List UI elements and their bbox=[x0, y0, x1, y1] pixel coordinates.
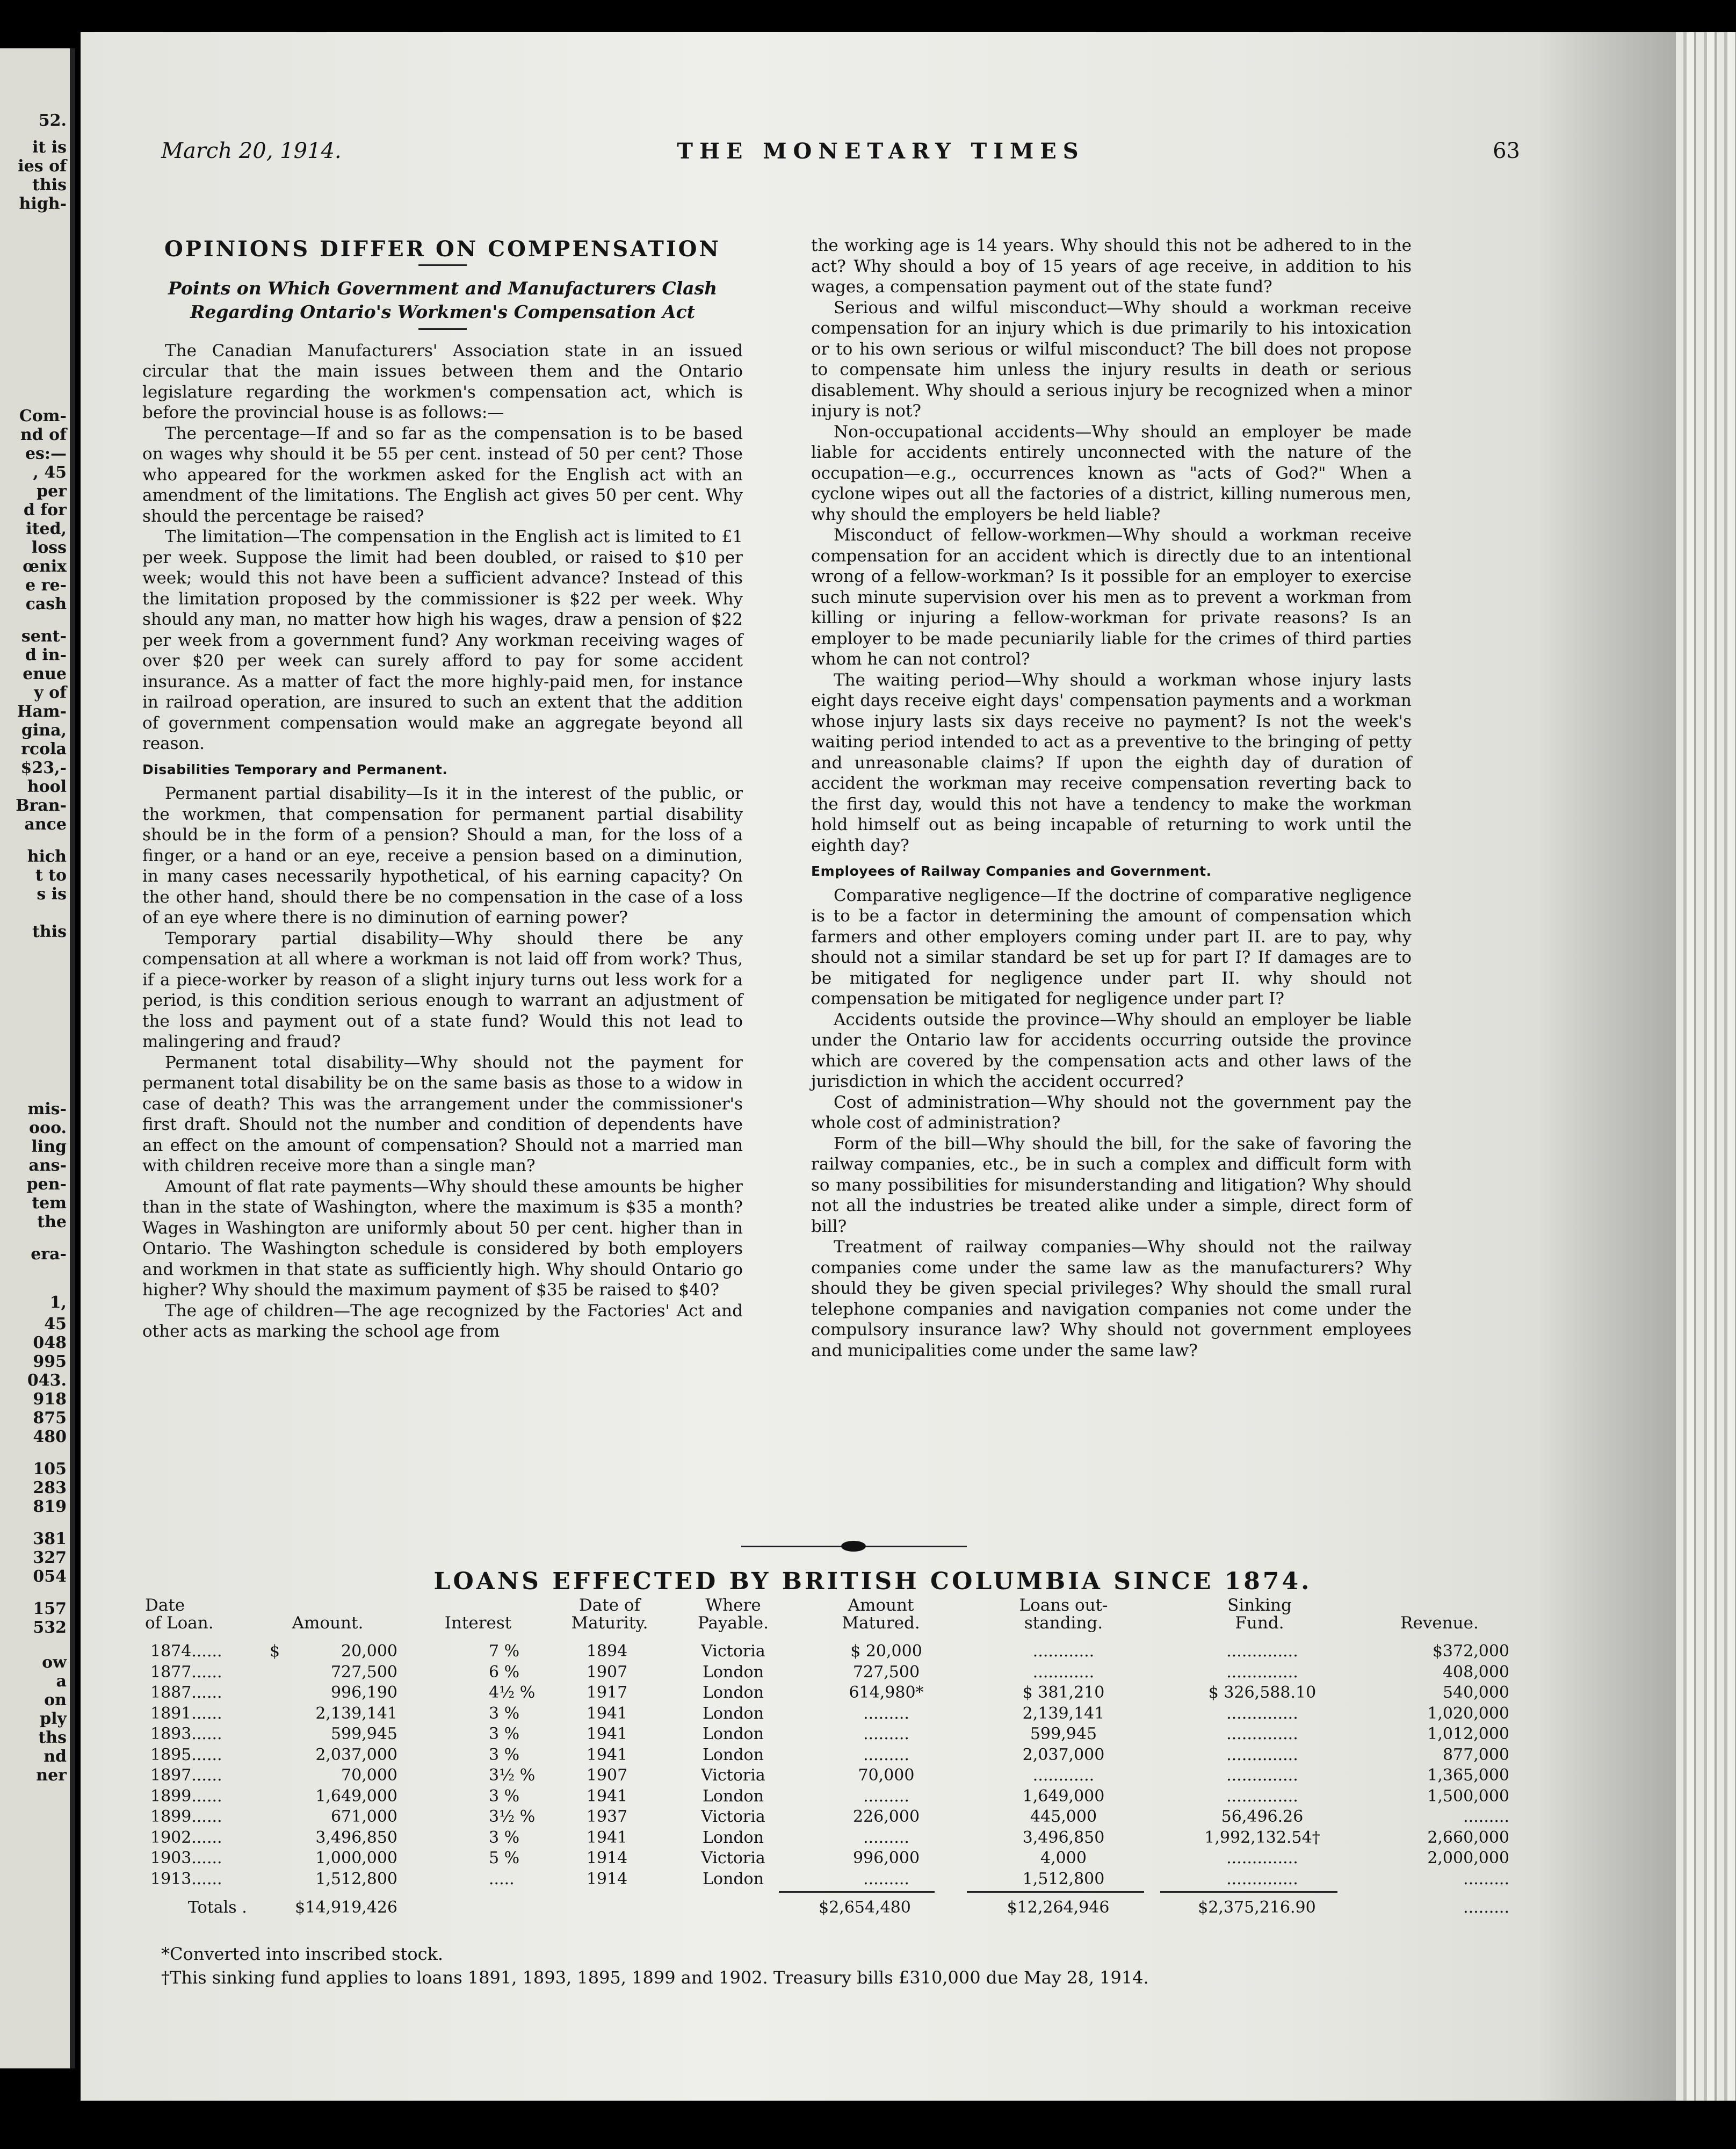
cell-where-payable: Victoria bbox=[701, 1807, 765, 1826]
cell-loans-outstanding: 445,000 bbox=[1030, 1807, 1097, 1826]
cell-loans-outstanding: 2,037,000 bbox=[1022, 1745, 1105, 1764]
table-header-date: of Loan. bbox=[145, 1613, 214, 1633]
cell-sinking-fund: .............. bbox=[1226, 1642, 1298, 1661]
paragraph: The limitation—The compensation in the English act is limited to £1 per week. Suppose the limit had been doubled, or raised to $10 per week; would this not have been a sufficient advance? Instead of this the limitation proposed by the commissioner is $22 per week. Why should any man, no matter how high his wages, draw a pension of $22 per week from a government fund? Any workman receiving wages of over $20 per week can surely afford to pay for some accident insurance. As a matter of fact the more highly-paid men, for instance in railroad operation, are insured to such an extent that the addition of government compensation would make an aggregate beyond all reason. bbox=[142, 527, 743, 753]
paragraph: The waiting period—Why should a workman whose injury lasts eight days receive eight days' compensation payments and a workman whose injury lasts six days receive no payment? Is not the week's waiting period intended to act as a preventive to the bringing of petty and unreasonable claims? If upon the eighth day of duration of accident the workman may receive compensation reverting back to the first day, would this not have a tendency to make the workman hold himself out as being incapable of returning to work until the eighth day? bbox=[811, 670, 1412, 855]
ornamental-divider bbox=[741, 1541, 967, 1552]
margin-fragment: 52. bbox=[38, 111, 67, 130]
margin-fragment: loss bbox=[31, 538, 67, 557]
cell-interest: 6 % bbox=[489, 1662, 520, 1682]
footnote: *Converted into inscribed stock. bbox=[161, 1944, 444, 1964]
cell-interest: 3 % bbox=[489, 1828, 520, 1847]
paragraph: Permanent partial disability—Is it in the interest of the public, or the workmen, that compensation for permanent partial disability should be in the form of a pension? Should a man, for the loss of a finger, or a hand or an eye, receive a pension based on a diminution, in many cases necessarily hypothetical, of his earning capacity? On the other hand, should there be no compensation in the case of a loss of an eye where there is no diminution of earning power? bbox=[142, 784, 743, 927]
cell-sinking-fund: .............. bbox=[1226, 1662, 1298, 1682]
article-column-left bbox=[142, 236, 743, 1342]
paragraph: Accidents outside the province—Why should an employer be liable under the Ontario law for accidents occurring outside the province which are covered by the compensation acts and other laws of the jurisdiction in which the accident occurred? bbox=[811, 1009, 1412, 1091]
totals-rule bbox=[1160, 1891, 1337, 1893]
margin-fragment: ner bbox=[36, 1766, 67, 1785]
cell-amount: 3,496,850 bbox=[315, 1828, 397, 1847]
cell-year: 1874...... bbox=[150, 1642, 222, 1661]
paragraph: Temporary partial disability—Why should there be any compensation at all where a workman is not laid off from work? Thus, if a piece-worker by reason of a slight injury turns out less work for a period, is this condition serious enough to warrant an adjustment of the loss and payment out of a state fund? Would this not lead to malingering and fraud? bbox=[142, 928, 743, 1051]
cell-amount-matured: $ 20,000 bbox=[850, 1642, 922, 1661]
cell-year: 1902...... bbox=[150, 1828, 222, 1847]
cell-amount: 599,945 bbox=[330, 1725, 397, 1743]
cell-loans-outstanding: $ 381,210 bbox=[1022, 1683, 1105, 1702]
cell-revenue: 1,365,000 bbox=[1427, 1766, 1509, 1785]
paragraph: Non-occupational accidents—Why should an employer be made liable for accidents entirely unconnected with the nature of the occupation—e.g., occurrences known as "acts of God?" When a cyclone wipes out all the factories of a district, killing numerous men, why should the employers be held liable? bbox=[811, 422, 1412, 524]
table-header-outstanding: standing. bbox=[1024, 1613, 1103, 1633]
cell-sinking-fund: .............. bbox=[1226, 1786, 1298, 1806]
margin-fragment: this bbox=[32, 922, 67, 941]
margin-fragment: this bbox=[32, 176, 67, 194]
cell-amount-matured: ......... bbox=[863, 1828, 909, 1847]
cell-amount-matured: 226,000 bbox=[852, 1807, 920, 1826]
margin-fragment: mis- bbox=[27, 1100, 67, 1119]
header-publication-title: THE MONETARY TIMES bbox=[677, 139, 1085, 164]
cell-year: 1897...... bbox=[150, 1766, 222, 1785]
totals-loans-outstanding: $12,264,946 bbox=[1007, 1898, 1110, 1917]
margin-fragment: hich bbox=[27, 847, 67, 866]
header-page-number: 63 bbox=[1493, 139, 1520, 163]
cell-sinking-fund: .............. bbox=[1226, 1849, 1298, 1867]
cell-where-payable: London bbox=[703, 1662, 764, 1682]
cell-maturity: 1907 bbox=[586, 1662, 628, 1682]
cell-amount-matured: 727,500 bbox=[852, 1662, 920, 1682]
cell-amount: 1,649,000 bbox=[315, 1786, 397, 1806]
margin-fragment: , 45 bbox=[33, 463, 67, 482]
cell-amount: 727,500 bbox=[330, 1662, 397, 1682]
cell-loans-outstanding: 3,496,850 bbox=[1022, 1828, 1105, 1847]
table-header-interest: Interest bbox=[444, 1613, 512, 1633]
cell-maturity: 1914 bbox=[586, 1849, 628, 1867]
margin-fragment: nd bbox=[44, 1747, 67, 1766]
cell-interest: 5 % bbox=[489, 1849, 520, 1867]
margin-fragment: d in- bbox=[25, 646, 67, 665]
cell-maturity: 1941 bbox=[586, 1786, 628, 1806]
cell-interest: 3½ % bbox=[489, 1807, 536, 1826]
cell-amount: 671,000 bbox=[330, 1807, 397, 1826]
article-subtitle-line-1: Points on Which Government and Manufacturers Clash bbox=[168, 277, 718, 299]
cell-amount: 996,190 bbox=[330, 1683, 397, 1702]
margin-fragment: gina, bbox=[21, 721, 67, 740]
margin-fragment: s is bbox=[37, 885, 67, 904]
cell-maturity: 1917 bbox=[586, 1683, 628, 1702]
cell-revenue: ......... bbox=[1463, 1869, 1509, 1888]
cell-interest: 3½ % bbox=[489, 1766, 536, 1785]
margin-fragment: y of bbox=[34, 683, 67, 702]
cell-revenue: 540,000 bbox=[1442, 1683, 1509, 1702]
margin-fragment: 283 bbox=[33, 1479, 67, 1497]
cell-loans-outstanding: 599,945 bbox=[1030, 1725, 1097, 1743]
margin-fragment: ited, bbox=[26, 520, 67, 538]
cell-loans-outstanding: 2,139,141 bbox=[1022, 1704, 1105, 1723]
cell-interest: 3 % bbox=[489, 1704, 520, 1723]
margin-fragment: 327 bbox=[33, 1548, 67, 1567]
table-header-maturity: Maturity. bbox=[571, 1613, 648, 1633]
margin-fragment: Com- bbox=[19, 407, 67, 426]
margin-fragment: ans- bbox=[28, 1156, 67, 1175]
article-subtitle-line-2: Regarding Ontario's Workmen's Compensation Act bbox=[190, 301, 696, 322]
margin-fragment: 819 bbox=[33, 1497, 67, 1516]
table-header-amount: Amount. bbox=[292, 1613, 364, 1633]
margin-fragment: t to bbox=[35, 866, 67, 885]
cell-interest: 4½ % bbox=[489, 1683, 536, 1702]
margin-fragment: 918 bbox=[33, 1390, 67, 1409]
margin-fragment: Bran- bbox=[16, 796, 67, 815]
cell-where-payable: London bbox=[703, 1828, 764, 1847]
margin-fragment: ply bbox=[40, 1710, 67, 1728]
paragraph: the working age is 14 years. Why should this not be adhered to in the act? Why should a boy of 15 years of age receive, in addition to his wages, a compensation payment out of the state fund? bbox=[811, 236, 1412, 297]
cell-revenue: 1,012,000 bbox=[1427, 1725, 1509, 1743]
cell-revenue: 877,000 bbox=[1442, 1745, 1509, 1764]
cell-where-payable: Victoria bbox=[701, 1849, 765, 1867]
cell-amount-matured: ......... bbox=[863, 1725, 909, 1743]
section-subhead: Disabilities Temporary and Permanent. bbox=[142, 761, 448, 777]
margin-fragment: ow bbox=[42, 1653, 67, 1672]
cell-loans-outstanding: ............ bbox=[1032, 1766, 1095, 1785]
paragraph: Serious and wilful misconduct—Why should a workman receive compensation for an injury which is due primarily to his intoxication or to his own serious or wilful misconduct? The bill does not propose to compensate him unless the injury results in death or serious disablement. Why should a serious injury be recognized when a minor injury is not? bbox=[811, 298, 1412, 421]
table-header-outstanding: Loans out- bbox=[1019, 1596, 1108, 1615]
totals-rule bbox=[779, 1891, 935, 1893]
cell-amount-matured: 70,000 bbox=[858, 1766, 915, 1785]
margin-fragment: 381 bbox=[33, 1530, 67, 1548]
cell-where-payable: Victoria bbox=[701, 1766, 765, 1785]
margin-fragment: es:— bbox=[25, 444, 67, 463]
cell-sinking-fund: .............. bbox=[1226, 1704, 1298, 1723]
cell-year: 1899...... bbox=[150, 1786, 222, 1806]
table-header-maturity: Date of bbox=[578, 1596, 641, 1615]
margin-fragment: pen- bbox=[26, 1175, 67, 1194]
cell-year: 1899...... bbox=[150, 1807, 222, 1826]
totals-amount-matured: $2,654,480 bbox=[819, 1898, 911, 1917]
cell-sinking-fund: .............. bbox=[1226, 1766, 1298, 1785]
margin-fragment: a bbox=[56, 1672, 67, 1691]
cell-maturity: 1907 bbox=[586, 1766, 628, 1785]
margin-fragment: cash bbox=[25, 595, 67, 614]
article-title: OPINIONS DIFFER ON COMPENSATION bbox=[164, 236, 721, 262]
cell-amount: 70,000 bbox=[341, 1766, 397, 1785]
margin-fragment: ies of bbox=[18, 157, 67, 176]
margin-fragment: 875 bbox=[33, 1409, 67, 1427]
cell-amount-matured: ......... bbox=[863, 1786, 909, 1806]
cell-where-payable: Victoria bbox=[701, 1642, 765, 1661]
margin-fragment: enue bbox=[23, 665, 67, 683]
cell-sinking-fund: 1,992,132.54† bbox=[1204, 1828, 1320, 1847]
page-shadow bbox=[1536, 32, 1676, 2101]
footnote: †This sinking fund applies to loans 1891, 1893, 1895, 1899 and 1902. Treasury bills £310,000 due May 28, 1914. bbox=[161, 1967, 1149, 1988]
cell-maturity: 1914 bbox=[586, 1869, 628, 1888]
cell-sinking-fund: .............. bbox=[1226, 1725, 1298, 1743]
margin-fragment: ths bbox=[38, 1728, 67, 1747]
cell-loans-outstanding: 1,512,800 bbox=[1022, 1869, 1105, 1888]
margin-fragment: e re- bbox=[25, 576, 67, 595]
margin-fragment: 048 bbox=[33, 1333, 67, 1352]
cell-amount-matured: ......... bbox=[863, 1869, 909, 1888]
cell-amount: 1,512,800 bbox=[315, 1869, 397, 1888]
cell-revenue: 1,500,000 bbox=[1427, 1786, 1509, 1806]
cell-where-payable: London bbox=[703, 1869, 764, 1888]
margin-fragment: 043. bbox=[27, 1371, 67, 1390]
header-date: March 20, 1914. bbox=[161, 139, 342, 163]
table-header-where: Payable. bbox=[698, 1613, 769, 1633]
cell-where-payable: London bbox=[703, 1683, 764, 1702]
cell-year: 1903...... bbox=[150, 1849, 222, 1867]
cell-sinking-fund: $ 326,588.10 bbox=[1208, 1683, 1317, 1702]
margin-fragment: on bbox=[44, 1691, 67, 1710]
cell-maturity: 1937 bbox=[586, 1807, 628, 1826]
margin-fragment: 105 bbox=[33, 1460, 67, 1479]
cell-where-payable: London bbox=[703, 1725, 764, 1743]
cell-revenue: 2,000,000 bbox=[1427, 1849, 1509, 1867]
table-header-where: Where bbox=[705, 1596, 761, 1615]
cell-year: 1891...... bbox=[150, 1704, 222, 1723]
cell-year: 1895...... bbox=[150, 1745, 222, 1764]
margin-fragment: d for bbox=[23, 501, 67, 520]
margin-fragment: rcola bbox=[21, 740, 67, 759]
cell-loans-outstanding: ............ bbox=[1032, 1662, 1095, 1682]
paragraph: Comparative negligence—If the doctrine of comparative negligence is to be a factor in determining the amount of compensation which farmers and other employers coming under part II. are to pay, why should not a similar standard be set up for part I? If damages are to be mitigated for negligence under part II. why should not compensation be mitigated for negligence under part I? bbox=[811, 885, 1412, 1008]
margin-fragment: the bbox=[37, 1213, 67, 1231]
table-header-sinking: Sinking bbox=[1227, 1596, 1292, 1615]
margin-fragment: per bbox=[37, 482, 67, 501]
totals-revenue: ......... bbox=[1463, 1898, 1509, 1917]
paragraph: The Canadian Manufacturers' Association state in an issued circular that the main issues between them and the Ontario legislature regarding the workmen's compensation act, which is before the provincial house is as follows:— bbox=[142, 341, 743, 422]
cell-maturity: 1941 bbox=[586, 1704, 628, 1723]
cell-dollar-sign: $ bbox=[270, 1642, 280, 1661]
article-column-right bbox=[811, 235, 1412, 1361]
subtitle-rule bbox=[418, 328, 467, 330]
margin-fragment: 480 bbox=[33, 1427, 67, 1446]
cell-amount-matured: ......... bbox=[863, 1704, 909, 1723]
cell-amount-matured: ......... bbox=[863, 1745, 909, 1764]
cell-revenue: 2,660,000 bbox=[1427, 1828, 1509, 1847]
cell-amount: 2,037,000 bbox=[315, 1745, 397, 1764]
cell-amount: 1,000,000 bbox=[315, 1849, 397, 1867]
cell-loans-outstanding: 1,649,000 bbox=[1022, 1786, 1105, 1806]
margin-fragment: tem bbox=[32, 1194, 67, 1213]
margin-fragment: hool bbox=[27, 777, 67, 796]
paragraph: The percentage—If and so far as the compensation is to be based on wages why should it be 55 per cent. instead of 50 per cent? Those who appeared for the workmen asked for the English act with an amendment of the limitations. The English act gives 50 per cent. Why should the percentage be raised? bbox=[142, 423, 743, 526]
cell-revenue: 408,000 bbox=[1442, 1662, 1509, 1682]
table-header-matured: Matured. bbox=[842, 1613, 920, 1633]
cell-loans-outstanding: ............ bbox=[1032, 1642, 1095, 1661]
cell-sinking-fund: .............. bbox=[1226, 1869, 1298, 1888]
cell-interest: 7 % bbox=[489, 1642, 520, 1661]
cell-amount-matured: 614,980* bbox=[849, 1683, 924, 1702]
margin-fragment: ance bbox=[24, 815, 67, 834]
margin-fragment: high- bbox=[19, 194, 67, 213]
title-rule bbox=[418, 264, 467, 266]
margin-fragment: nd of bbox=[20, 426, 67, 444]
paragraph: Permanent total disability—Why should not the payment for permanent total disability be on the same basis as those to a widow in case of death? This was the arrangement under the commissioner's first draft. Should not the number and condition of dependents have an effect on the amount of compensation? Should not a married man with children receive more than a single man? bbox=[142, 1052, 743, 1176]
adjacent-page-strip bbox=[0, 48, 75, 2068]
cell-maturity: 1941 bbox=[586, 1828, 628, 1847]
cell-interest: ..... bbox=[489, 1869, 515, 1888]
cell-year: 1877...... bbox=[150, 1662, 222, 1682]
cell-amount-matured: 996,000 bbox=[852, 1849, 920, 1867]
margin-fragment: Ham- bbox=[17, 702, 67, 721]
table-header-revenue: Revenue. bbox=[1400, 1613, 1479, 1633]
cell-year: 1893...... bbox=[150, 1725, 222, 1743]
cell-where-payable: London bbox=[703, 1786, 764, 1806]
cell-loans-outstanding: 4,000 bbox=[1040, 1849, 1087, 1867]
cell-where-payable: London bbox=[703, 1745, 764, 1764]
cell-year: 1913...... bbox=[150, 1869, 222, 1888]
cell-interest: 3 % bbox=[489, 1745, 520, 1764]
cell-maturity: 1941 bbox=[586, 1745, 628, 1764]
cell-interest: 3 % bbox=[489, 1786, 520, 1806]
cell-sinking-fund: 56,496.26 bbox=[1221, 1807, 1304, 1826]
table-header-date: Date bbox=[145, 1596, 185, 1615]
cell-revenue: ......... bbox=[1463, 1807, 1509, 1826]
table-header-sinking: Fund. bbox=[1235, 1613, 1284, 1633]
totals-sinking-fund: $2,375,216.90 bbox=[1198, 1898, 1316, 1917]
margin-fragment: ling bbox=[31, 1137, 67, 1156]
cell-maturity: 1941 bbox=[586, 1725, 628, 1743]
cell-amount: 20,000 bbox=[341, 1642, 397, 1661]
totals-rule bbox=[967, 1891, 1144, 1893]
paragraph: Treatment of railway companies—Why should not the railway companies come under the same law as the manufacturers? Why should they be given special privileges? Why should the small rural telephone companies and navigation companies not come under the compulsory insurance law? Why should not government employees and municipalities come under the same law? bbox=[811, 1237, 1412, 1360]
paragraph: The age of children—The age recognized by the Factories' Act and other acts as marking the school age from bbox=[142, 1301, 743, 1341]
paragraph: Form of the bill—Why should the bill, for the sake of favoring the railway companies, etc., be in such a complex and difficult form with so many possibilities for misunderstanding and litigation? Why should not all the industries be treated alike under a simple, direct form of bill? bbox=[811, 1134, 1412, 1236]
margin-fragment: $23,- bbox=[20, 759, 67, 777]
cell-interest: 3 % bbox=[489, 1725, 520, 1743]
section-subhead: Employees of Railway Companies and Government. bbox=[811, 863, 1212, 879]
paragraph: Amount of flat rate payments—Why should these amounts be higher than in the state of Washington, where the maximum is $35 a month? Wages in Washington are uniformly about 50 per cent. higher than in Ontario. The Washington schedule is considered by both employers and workmen in that state as sufficiently high. Why should Ontario go higher? Why should the maximum payment of $35 be raised to $40? bbox=[142, 1177, 743, 1300]
margin-fragment: œnix bbox=[23, 557, 67, 576]
cell-sinking-fund: .............. bbox=[1226, 1745, 1298, 1764]
cell-revenue: 1,020,000 bbox=[1427, 1704, 1509, 1723]
margin-fragment: 45 bbox=[44, 1315, 67, 1333]
margin-fragment: 1, bbox=[49, 1293, 67, 1312]
cell-where-payable: London bbox=[703, 1704, 764, 1723]
margin-fragment: ooo. bbox=[29, 1119, 67, 1137]
book-page-edges bbox=[1676, 32, 1736, 2101]
cell-maturity: 1894 bbox=[586, 1642, 628, 1661]
newspaper-page bbox=[81, 32, 1676, 2101]
cell-revenue: $372,000 bbox=[1432, 1642, 1509, 1661]
margin-fragment: 532 bbox=[33, 1618, 67, 1637]
paragraph: Misconduct of fellow-workmen—Why should a workman receive compensation for an accident which is directly due to an intentional wrong of a fellow-workman? Is it possible for an employer to exercise such minute supervision over his men as to prevent a workman from killing or injuring a fellow-workman for private reasons? Is an employer to be made pecuniarily liable for the crimes of third parties whom he can not control? bbox=[811, 525, 1412, 669]
margin-fragment: 157 bbox=[33, 1599, 67, 1618]
cell-amount: 2,139,141 bbox=[315, 1704, 397, 1723]
cell-year: 1887...... bbox=[150, 1683, 222, 1702]
margin-fragment: era- bbox=[31, 1245, 67, 1264]
totals-amount: $14,919,426 bbox=[295, 1898, 397, 1917]
totals-label: Totals . bbox=[188, 1898, 247, 1917]
margin-fragment: 054 bbox=[33, 1567, 67, 1586]
table-header-matured: Amount bbox=[848, 1596, 914, 1615]
margin-fragment: 995 bbox=[33, 1352, 67, 1371]
paragraph: Cost of administration—Why should not the government pay the whole cost of administration? bbox=[811, 1092, 1412, 1133]
margin-fragment: sent- bbox=[21, 627, 67, 646]
loans-table-title: LOANS EFFECTED BY BRITISH COLUMBIA SINCE 1874. bbox=[433, 1568, 1312, 1595]
margin-fragment: it is bbox=[32, 138, 67, 157]
